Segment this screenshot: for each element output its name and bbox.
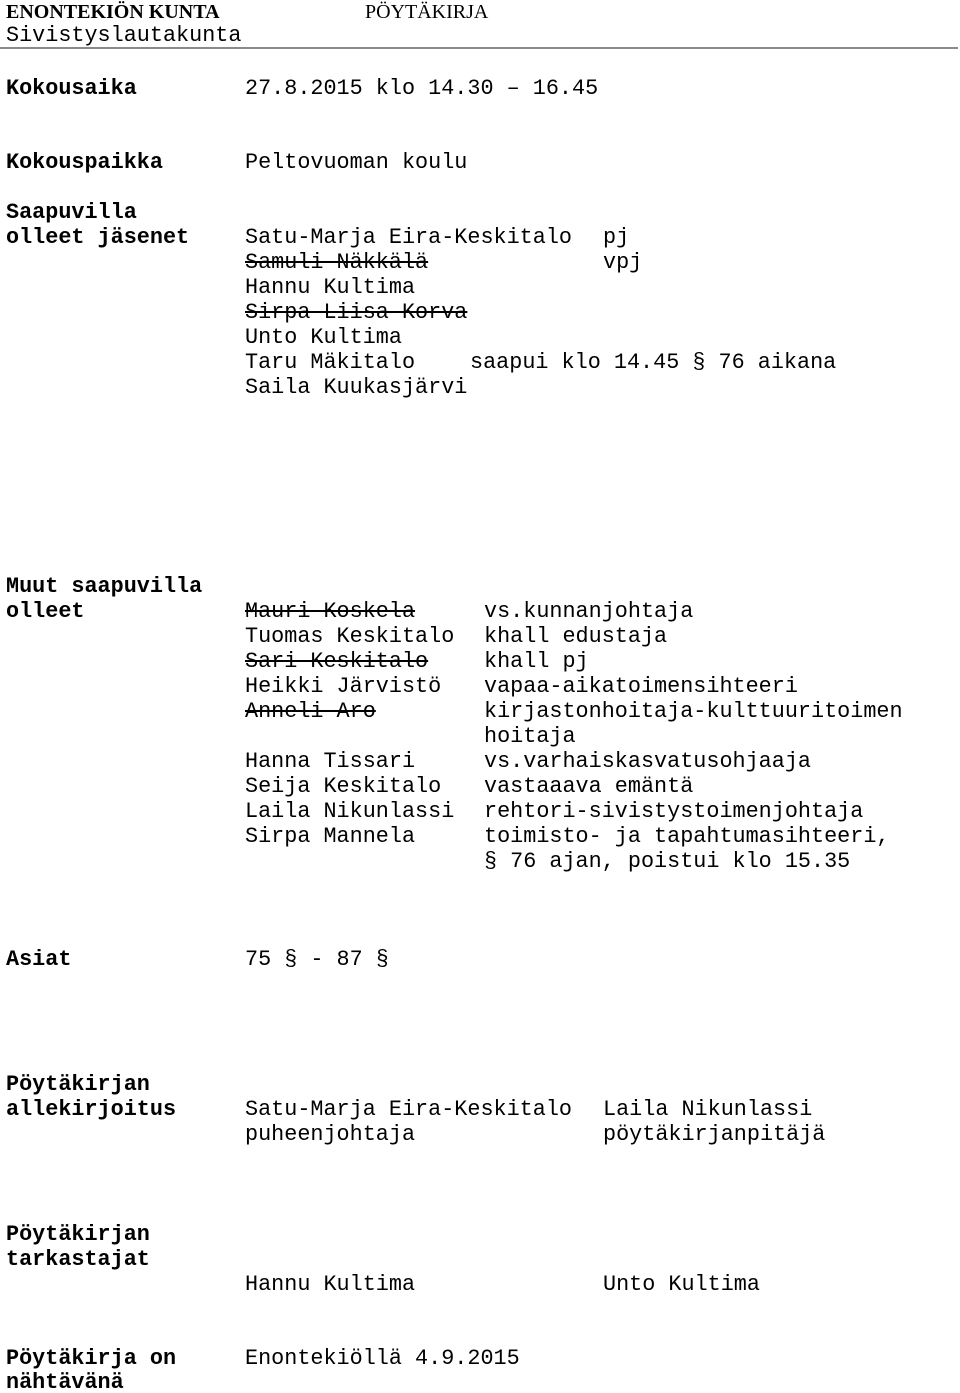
attendee-name: Heikki Järvistö [245, 674, 442, 699]
member-name: Saila Kuukasjärvi [245, 375, 468, 400]
member-name: Sirpa-Liisa Korva [245, 300, 468, 325]
reviewers-label-line1: Pöytäkirjan [6, 1222, 150, 1247]
member-role: pj [603, 225, 630, 250]
signer-name: Satu-Marja Eira-Keskitalo [245, 1097, 573, 1122]
attendee-title: vastaaava emäntä [484, 774, 694, 799]
public-display-label-line1: Pöytäkirja on [6, 1346, 177, 1371]
public-display-value: Enontekiöllä 4.9.2015 [245, 1346, 520, 1371]
attendee-name: Laila Nikunlassi [245, 799, 455, 824]
meeting-time-label: Kokousaika [6, 76, 137, 101]
meeting-place-value: Peltovuoman koulu [245, 150, 468, 175]
signatures-label-line2: allekirjoitus [6, 1097, 177, 1122]
attendee-title-continued: § 76 ajan, poistui klo 15.35 [484, 849, 851, 874]
municipality-name: ENONTEKIÖN KUNTA [6, 1, 220, 23]
reviewer-name: Unto Kultima [603, 1272, 760, 1297]
member-name: Hannu Kultima [245, 275, 416, 300]
member-role: vpj [603, 250, 643, 275]
attendee-name: Tuomas Keskitalo [245, 624, 455, 649]
signer-name: Laila Nikunlassi [603, 1097, 813, 1122]
attendee-name: Sari Keskitalo [245, 649, 429, 674]
attendee-title: vs.varhaiskasvatusohjaaja [484, 749, 812, 774]
header-divider [0, 47, 958, 49]
items-range: 75 § - 87 § [245, 947, 389, 972]
reviewer-name: Hannu Kultima [245, 1272, 416, 1297]
attendee-title: toimisto- ja tapahtumasihteeri, [484, 824, 890, 849]
members-label-line1: Saapuvilla [6, 200, 137, 225]
attendee-title: khall pj [484, 649, 589, 674]
members-label-line2: olleet jäsenet [6, 225, 190, 250]
attendee-name: Mauri Koskela [245, 599, 416, 624]
meeting-time-value: 27.8.2015 klo 14.30 – 16.45 [245, 76, 599, 101]
member-note: saapui klo 14.45 § 76 aikana [470, 350, 837, 375]
meeting-place-label: Kokouspaikka [6, 150, 163, 175]
signer-role: pöytäkirjanpitäjä [603, 1122, 826, 1147]
attendee-title-continued: hoitaja [484, 724, 576, 749]
public-display-label-line2: nähtävänä [6, 1370, 124, 1393]
items-label: Asiat [6, 947, 72, 972]
committee-name: Sivistyslautakunta [6, 23, 242, 48]
member-name: Satu-Marja Eira-Keskitalo [245, 225, 573, 250]
reviewers-label-line2: tarkastajat [6, 1247, 150, 1272]
attendee-title: vapaa-aikatoimensihteeri [484, 674, 798, 699]
signatures-label-line1: Pöytäkirjan [6, 1072, 150, 1097]
attendee-title: khall edustaja [484, 624, 668, 649]
member-name: Unto Kultima [245, 325, 402, 350]
document-type: PÖYTÄKIRJA [365, 1, 489, 23]
attendee-name: Seija Keskitalo [245, 774, 442, 799]
attendee-title: vs.kunnanjohtaja [484, 599, 694, 624]
member-name: Taru Mäkitalo [245, 350, 416, 375]
others-label-line1: Muut saapuvilla [6, 574, 203, 599]
attendee-name: Hanna Tissari [245, 749, 416, 774]
others-label-line2: olleet [6, 599, 85, 624]
attendee-name: Anneli Aro [245, 699, 376, 724]
attendee-name: Sirpa Mannela [245, 824, 416, 849]
member-name: Samuli Näkkälä [245, 250, 429, 275]
attendee-title: kirjastonhoitaja-kulttuuritoimen [484, 699, 903, 724]
attendee-title: rehtori-sivistystoimenjohtaja [484, 799, 864, 824]
signer-role: puheenjohtaja [245, 1122, 416, 1147]
